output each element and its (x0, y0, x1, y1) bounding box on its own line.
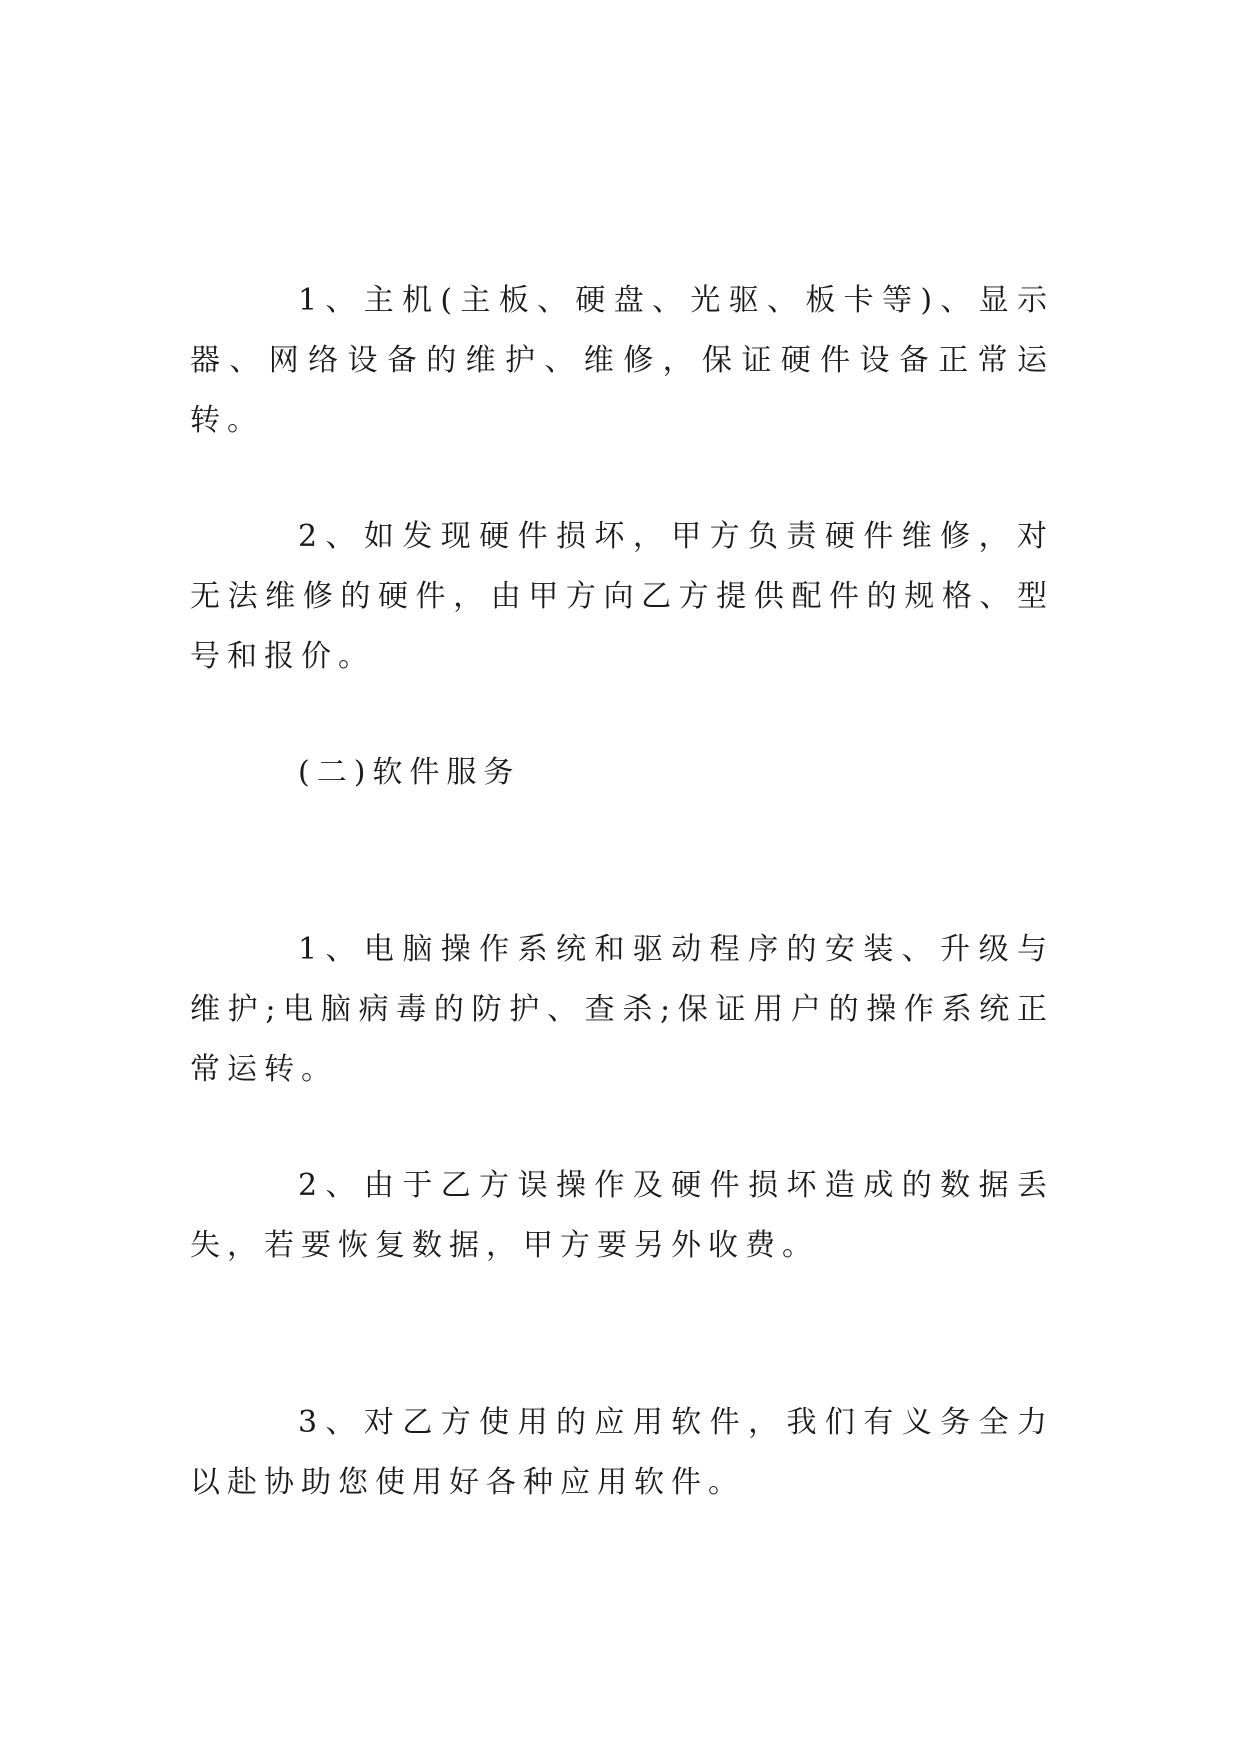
paragraph-hardware-maintenance: 1、主机(主板、硬盘、光驱、板卡等)、显示器、网络设备的维护、维修，保证硬件设备正常运转。 (190, 283, 1054, 438)
paragraph-os-maintenance: 1、电脑操作系统和驱动程序的安装、升级与维护;电脑病毒的防护、查杀;保证用户的操作系统正常运转。 (190, 932, 1054, 1087)
paragraph-data-recovery: 2、由于乙方误操作及硬件损坏造成的数据丢失，若要恢复数据，甲方要另外收费。 (190, 1168, 1054, 1263)
section-heading-software-service: (二)软件服务 (298, 755, 521, 790)
paragraph-application-support: 3、对乙方使用的应用软件，我们有义务全力以赴协助您使用好各种应用软件。 (190, 1405, 1054, 1500)
paragraph-hardware-repair: 2、如发现硬件损坏，甲方负责硬件维修，对无法维修的硬件，由甲方向乙方提供配件的规格、型号和报价。 (190, 519, 1054, 674)
